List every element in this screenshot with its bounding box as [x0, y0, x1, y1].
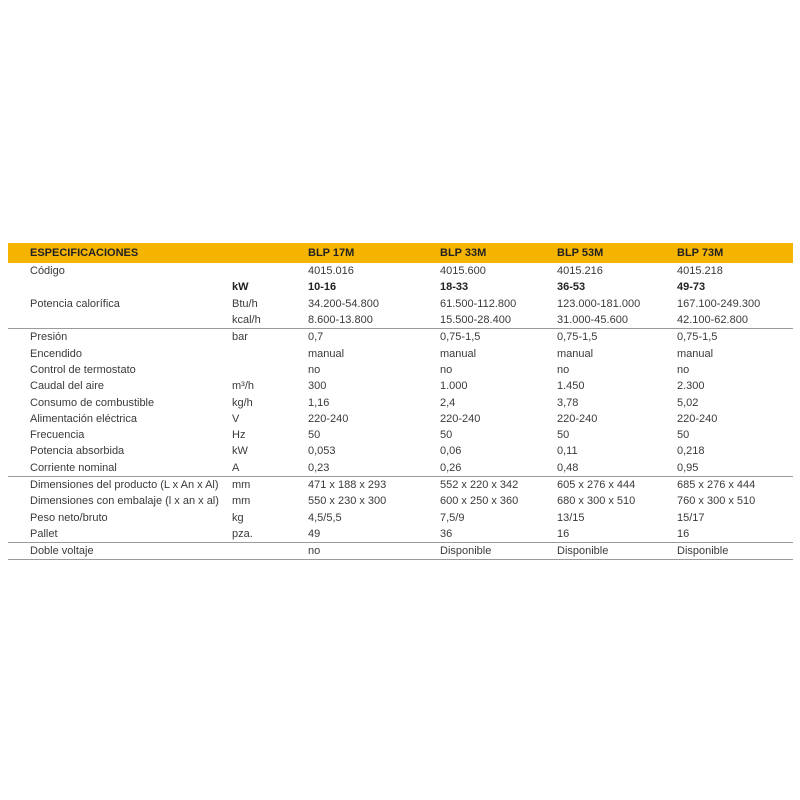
cell-model-3: 220-240	[557, 412, 598, 425]
table-row	[8, 411, 793, 427]
row-unit: kg	[232, 511, 244, 524]
cell-model-2: 0,26	[440, 461, 462, 474]
table-row	[8, 394, 793, 410]
cell-model-4: 2.300	[677, 380, 705, 393]
table-row	[8, 378, 793, 394]
cell-model-3: 680 x 300 x 510	[557, 495, 636, 508]
row-unit: Hz	[232, 429, 246, 442]
table-row	[8, 493, 793, 509]
table-row	[8, 279, 793, 295]
table-row	[8, 263, 793, 279]
cell-model-2: 50	[440, 429, 453, 442]
cell-model-4: Disponible	[677, 545, 729, 558]
row-unit: A	[232, 461, 240, 474]
cell-model-1: 471 x 188 x 293	[308, 479, 387, 491]
cell-model-1: 220-240	[308, 412, 349, 425]
specifications-table	[8, 243, 793, 560]
row-label: Corriente nominal	[30, 461, 117, 474]
header-model-3: BLP 53M	[557, 247, 604, 259]
row-unit: kg/h	[232, 396, 253, 409]
header-title: ESPECIFICACIONES	[30, 247, 139, 259]
row-group	[8, 543, 793, 560]
row-label: Peso neto/bruto	[30, 511, 108, 524]
header-model-4: BLP 73M	[677, 247, 724, 259]
row-unit: kW	[232, 445, 248, 458]
row-label: Pallet	[30, 527, 58, 540]
cell-model-4: 0,95	[677, 461, 699, 474]
cell-model-3: 605 x 276 x 444	[557, 479, 636, 491]
row-unit: mm	[232, 479, 251, 491]
cell-model-2: 600 x 250 x 360	[440, 495, 519, 508]
row-unit: bar	[232, 331, 248, 344]
cell-model-1: 49	[308, 527, 321, 540]
row-group	[8, 329, 793, 477]
table-row	[8, 427, 793, 443]
table-row	[8, 509, 793, 525]
cell-model-1: 0,053	[308, 445, 336, 458]
cell-model-1: 34.200-54.800	[308, 297, 379, 310]
cell-model-1: 0,7	[308, 331, 324, 344]
row-label: Frecuencia	[30, 429, 85, 442]
cell-model-4: 5,02	[677, 396, 699, 409]
row-label: Potencia absorbida	[30, 445, 125, 458]
cell-model-3: Disponible	[557, 545, 609, 558]
row-label: Dimensiones del producto (L x An x Al)	[30, 479, 219, 491]
table-row	[8, 443, 793, 459]
cell-model-4: 685 x 276 x 444	[677, 479, 756, 491]
row-label: Código	[30, 265, 65, 278]
cell-model-2: 220-240	[440, 412, 481, 425]
cell-model-3: 4015.216	[557, 265, 603, 278]
cell-model-3: 0,75-1,5	[557, 331, 598, 344]
cell-model-2: 61.500-112.800	[440, 297, 517, 310]
table-row	[8, 526, 793, 542]
cell-model-4: 42.100-62.800	[677, 314, 748, 327]
cell-model-4: 50	[677, 429, 690, 442]
row-unit: mm	[232, 495, 251, 508]
cell-model-4: 220-240	[677, 412, 718, 425]
row-label: Doble voltaje	[30, 545, 94, 558]
table-row	[8, 296, 793, 312]
cell-model-3: 1.450	[557, 380, 585, 393]
row-unit: pza.	[232, 527, 253, 540]
cell-model-3: 50	[557, 429, 570, 442]
cell-model-3: 123.000-181.000	[557, 297, 641, 310]
cell-model-2: 15.500-28.400	[440, 314, 511, 327]
cell-model-1: 8.600-13.800	[308, 314, 373, 327]
row-label: Consumo de combustible	[30, 396, 155, 409]
row-group	[8, 263, 793, 329]
cell-model-3: 36-53	[557, 281, 586, 294]
cell-model-2: 18-33	[440, 281, 469, 294]
cell-model-1: no	[308, 545, 321, 558]
table-row	[8, 329, 793, 345]
cell-model-2: 1.000	[440, 380, 468, 393]
cell-model-4: 167.100-249.300	[677, 297, 761, 310]
cell-model-1: 0,23	[308, 461, 330, 474]
header-model-1: BLP 17M	[308, 247, 355, 259]
table-row	[8, 543, 793, 559]
cell-model-2: 7,5/9	[440, 511, 465, 524]
cell-model-1: 4015.016	[308, 265, 354, 278]
cell-model-4: 16	[677, 527, 690, 540]
cell-model-2: 4015.600	[440, 265, 486, 278]
cell-model-4: 0,218	[677, 445, 705, 458]
cell-model-4: 4015.218	[677, 265, 723, 278]
cell-model-1: 10-16	[308, 281, 337, 294]
table-header	[8, 243, 793, 263]
cell-model-3: 0,48	[557, 461, 579, 474]
cell-model-4: 760 x 300 x 510	[677, 495, 756, 508]
cell-model-3: 3,78	[557, 396, 579, 409]
row-unit: kcal/h	[232, 314, 261, 327]
cell-model-4: 15/17	[677, 511, 705, 524]
header-model-2: BLP 33M	[440, 247, 487, 259]
cell-model-4: 0,75-1,5	[677, 331, 718, 344]
cell-model-4: no	[677, 363, 690, 376]
row-label: Encendido	[30, 347, 82, 360]
cell-model-3: no	[557, 363, 570, 376]
table-body	[8, 263, 793, 560]
row-label: Potencia calorífica	[30, 297, 120, 310]
cell-model-2: 36	[440, 527, 453, 540]
table-row	[8, 477, 793, 493]
table-row	[8, 460, 793, 476]
row-label: Dimensiones con embalaje (l x an x al)	[30, 495, 219, 508]
row-label: Presión	[30, 331, 68, 344]
cell-model-2: 552 x 220 x 342	[440, 479, 519, 491]
cell-model-4: 49-73	[677, 281, 706, 294]
cell-model-1: 300	[308, 380, 327, 393]
table-row	[8, 362, 793, 378]
cell-model-2: no	[440, 363, 453, 376]
cell-model-3: 16	[557, 527, 570, 540]
cell-model-1: 1,16	[308, 396, 330, 409]
cell-model-2: Disponible	[440, 545, 492, 558]
cell-model-2: manual	[440, 347, 477, 360]
cell-model-3: 0,11	[557, 445, 578, 458]
cell-model-1: manual	[308, 347, 345, 360]
row-label: Alimentación eléctrica	[30, 412, 137, 425]
cell-model-4: manual	[677, 347, 714, 360]
cell-model-2: 2,4	[440, 396, 456, 409]
row-unit: m³/h	[232, 380, 254, 393]
table-row	[8, 345, 793, 361]
row-group	[8, 477, 793, 543]
cell-model-1: no	[308, 363, 321, 376]
cell-model-3: 31.000-45.600	[557, 314, 628, 327]
row-label: Control de termostato	[30, 363, 136, 376]
cell-model-1: 550 x 230 x 300	[308, 495, 387, 508]
cell-model-1: 4,5/5,5	[308, 511, 342, 524]
cell-model-3: 13/15	[557, 511, 585, 524]
cell-model-1: 50	[308, 429, 321, 442]
row-unit: Btu/h	[232, 297, 258, 310]
row-label: Caudal del aire	[30, 380, 104, 393]
row-unit: kW	[232, 281, 249, 294]
row-unit: V	[232, 412, 240, 425]
cell-model-2: 0,75-1,5	[440, 331, 481, 344]
cell-model-3: manual	[557, 347, 594, 360]
table-row	[8, 312, 793, 328]
cell-model-2: 0,06	[440, 445, 462, 458]
